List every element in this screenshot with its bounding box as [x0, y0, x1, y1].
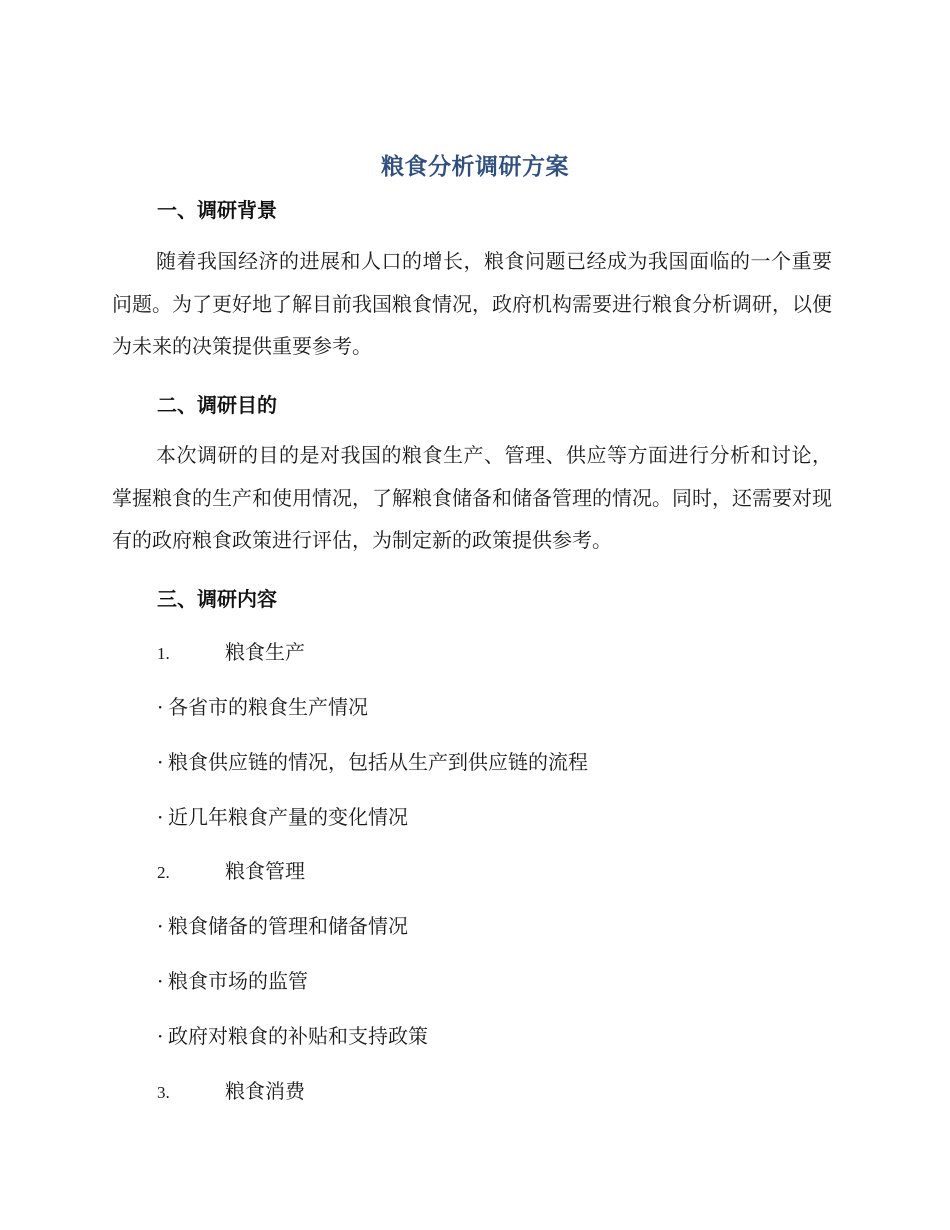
bullet-dot-icon: ·: [157, 1024, 164, 1048]
bullet-item: [157, 965, 308, 994]
bullet-text: 粮食市场的监管: [168, 969, 308, 993]
bullet-item: [157, 1020, 428, 1049]
bullet-text: 近几年粮食产量的变化情况: [168, 805, 408, 829]
item-label: 粮食管理: [225, 859, 305, 883]
item-label: 粮食消费: [225, 1079, 305, 1103]
section-heading-background: 一、调研背景: [157, 198, 277, 222]
paragraph-purpose: 本次调研的目的是对我国的粮食生产、管理、供应等方面进行分析和讨论，掌握粮食的生产和使用情况，了解粮食储备和储备管理的情况。同时，还需要对现有的政府粮食政策进行评估，为制定新的政策提供参考。: [112, 443, 832, 552]
item-label: 粮食生产: [225, 640, 305, 664]
paragraph-background: 随着我国经济的进展和人口的增长，粮食问题已经成为我国面临的一个重要问题。为了更好地了解目前我国粮食情况，政府机构需要进行粮食分析调研，以便为未来的决策提供重要参考。: [112, 249, 832, 358]
section-heading-purpose: 二、调研目的: [157, 393, 277, 417]
bullet-dot-icon: ·: [157, 695, 164, 719]
section-heading-content: 三、调研内容: [157, 587, 277, 611]
bullet-text: 政府对粮食的补贴和支持政策: [168, 1024, 428, 1048]
bullet-item: [157, 691, 368, 720]
content-item-production: [157, 636, 305, 665]
bullet-dot-icon: ·: [157, 969, 164, 993]
item-number: 3.: [157, 1083, 170, 1102]
bullet-dot-icon: ·: [157, 805, 164, 829]
bullet-text: 粮食供应链的情况，包括从生产到供应链的流程: [168, 750, 588, 774]
bullet-item: [157, 801, 408, 830]
document-title: 粮食分析调研方案: [381, 154, 569, 180]
item-number: 1.: [157, 644, 170, 663]
item-number: 2.: [157, 863, 170, 882]
bullet-dot-icon: ·: [157, 750, 164, 774]
bullet-text: 各省市的粮食生产情况: [168, 695, 368, 719]
content-item-consumption: [157, 1075, 305, 1104]
bullet-item: [157, 910, 408, 939]
bullet-item: [157, 746, 588, 775]
content-item-management: [157, 855, 305, 884]
bullet-dot-icon: ·: [157, 914, 164, 938]
bullet-text: 粮食储备的管理和储备情况: [168, 914, 408, 938]
